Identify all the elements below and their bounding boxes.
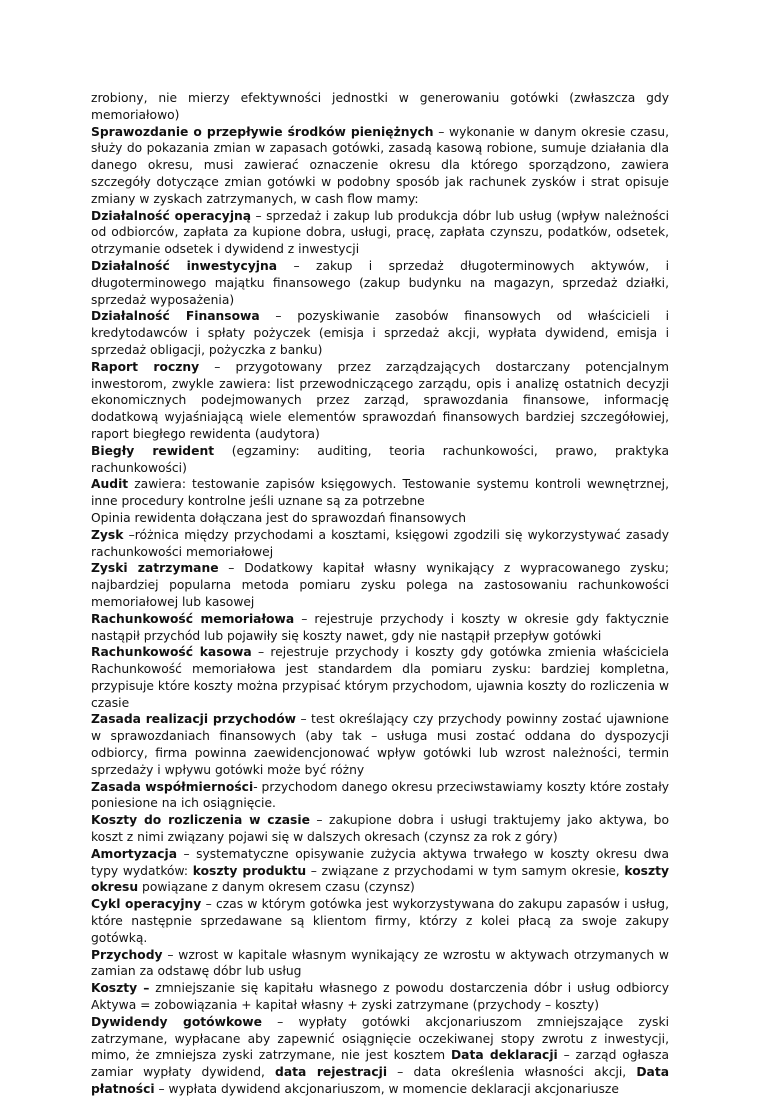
text-run: – przygotowany przez zarządzających dostarczany potencjalnym inwestorom, zwykle zawiera: list przewodniczącego zarządu, opis i analizę ostatnich decyzji ekonomicznych podejmowanych przez zarząd, sprawozdania finansowe, informację dodatkową wyjaśniającą wiele elementów sprawozdań finansowych bardziej szczegółowiej, raport biegłego rewidenta (audytora) — [91, 359, 669, 441]
text-run: – test określający czy przychody powinny zostać ujawnione w sprawozdaniach finansowych (aby tak – usługa musi zostać oddana do dyspozycji odbiorcy, firma powinna zaewidencjonować wpływ gotówki lub wzrost należności, termin sprzedaży i wpływu gotówki może być różny — [91, 712, 669, 777]
text-run: –różnica między przychodami a kosztami, księgowi zgodzili się wykorzystywać zasady rachunkowości memoriałowej — [91, 527, 669, 559]
paragraph-continuation — [91, 90, 669, 124]
paragraph-revenues — [91, 947, 669, 981]
text-run: – Dodatkowy kapitał własny wynikający z wypracowanego zysku; najbardziej popularna metoda pomiaru zysku polega na zastosowaniu rachunkowości memoriałowej lub kasowej — [91, 561, 669, 609]
text-run: – wykonanie w danym okresie czasu, służy do pokazania zmian w zapasach gotówki, zasadą kasową robione, sumuje działania dla danego okresu, musi zawierać oznaczenie okresu dla którego sporządzono, zawiera szczegóły dotyczące zmian gotówki w podobny sposób jak rachunek zysków i strat opisuje zmiany w zyskach zatrzymanych, w cash flow mamy: — [91, 124, 669, 206]
text-run: (egzaminy: auditing, teoria rachunkowości, prawo, praktyka rachunkowości) — [91, 443, 669, 475]
paragraph-auditor — [91, 443, 669, 477]
paragraph-profit — [91, 527, 669, 561]
paragraph-expenses — [91, 980, 669, 1014]
paragraph-operating-cycle — [91, 896, 669, 946]
paragraph-financing-activity — [91, 308, 669, 358]
text-run: – wzrost w kapitale własnym wynikający ze wzrostu w aktywach otrzymanych w zamian za odstawę dóbr lub usług — [91, 947, 669, 979]
term-heading: Cykl operacyjny — [91, 897, 202, 912]
term-heading: Działalność Finansowa — [91, 309, 260, 324]
text-run: – data określenia własności akcji, — [387, 1065, 637, 1080]
term-heading: Zyski zatrzymane — [91, 561, 219, 576]
term-heading: Zasada realizacji przychodów — [91, 712, 297, 727]
text-run: powiązane z danym okresem czasu (czynsz) — [138, 880, 415, 895]
text-run: – rejestruje przychody i koszty gdy gotówka zmienia właściciela Rachunkowość memoriałowa jest standardem dla pomiaru zysku: bardziej kompletna, przypisuje które koszty można przypisać którym przychodom, ujawnia koszty do rozliczenia w czasie — [91, 645, 669, 710]
paragraph-auditor-opinion — [91, 510, 669, 527]
term-heading: Biegły rewident — [91, 443, 215, 458]
text-run: – zarząd ogłasza zamiar wypłaty dywidend, — [91, 1048, 669, 1080]
text-run: – czas w którym gotówka jest wykorzystywana do zakupu zapasów i usług, które następnie sprzedawane są klientom firmy, którzy z kolei płacą za swoje zakupy gotówką. — [91, 897, 669, 945]
paragraph-deferred-costs — [91, 812, 669, 846]
text-run: – rejestruje przychody i koszty w okresie gdy faktycznie nastąpił przychód lub pojawiły się koszty nawet, gdy nie nastąpił przepływ gotówki — [91, 611, 669, 643]
paragraph-cash-accounting — [91, 644, 669, 711]
term-heading: Zysk — [91, 527, 124, 542]
text-run: – sprzedaż i zakup lub produkcja dóbr lub usług (wpływ należności od odbiorców, zapłata za kupione dobra, usługi, pracę, zapłata czynszu, podatków, odsetek, otrzymanie odsetek i dywidend z inwestycji — [91, 208, 669, 257]
term-heading: Koszty do rozliczenia w czasie — [91, 813, 310, 828]
text-run: – zakupione dobra i usługi traktujemy jako aktywa, bo koszt z nimi związany pojawi się w dalszych okresach (czynsz za rok z góry) — [91, 813, 669, 845]
term-heading: Data płatności — [91, 1065, 669, 1097]
paragraph-retained-earnings — [91, 560, 669, 610]
text-run: – pozyskiwanie zasobów finansowych od właścicieli i kredytodawców i spłaty pożyczek (emisja i sprzedaż akcji, wypłata dywidend, emisja i sprzedaż obligacji, pożyczka z banku) — [91, 309, 669, 357]
term-heading: Dywidendy gotówkowe — [91, 1014, 262, 1029]
paragraph-investing-activity — [91, 258, 669, 308]
paragraph-cash-flow-statement — [91, 124, 669, 208]
paragraph-audit — [91, 476, 669, 510]
text-run: – systematyczne opisywanie zużycia aktywa trwałego w koszty okresu dwa typy wydatków: — [91, 846, 669, 878]
paragraph-matching-principle — [91, 779, 669, 813]
term-heading: Rachunkowość memoriałowa — [91, 611, 295, 626]
text-run: – związane z przychodami w tym samym okresie, — [306, 863, 625, 878]
paragraph-operating-activity — [91, 208, 669, 258]
term-heading: Sprawozdanie o przepływie środków pieniężnych — [91, 124, 434, 139]
term-heading: Rachunkowość kasowa — [91, 645, 252, 660]
paragraph-accrual-accounting — [91, 611, 669, 645]
term-heading: Zasada współmierności — [91, 779, 254, 794]
term-heading: data rejestracji — [275, 1065, 388, 1080]
term-heading: Amortyzacja — [91, 846, 177, 861]
term-heading: koszty okresu — [91, 863, 670, 895]
paragraph-cash-dividends — [91, 1014, 669, 1098]
term-heading: Koszty – — [91, 981, 150, 996]
text-run: – wypłaty gotówki akcjonariuszom zmniejszające zyski zatrzymane, wypłacane aby zapewnić osiągnięcie oczekiwanej stopy zwrotu z inwestycji, mimo, że zmniejsza zyski zatrzymane, nie jest kosztem — [91, 1014, 669, 1063]
text-run: – zakup i sprzedaż długoterminowych aktywów, i długoterminowego majątku finansowego (zakup budynku na magazyn, sprzedaż działki, sprzedaż wyposażenia) — [91, 258, 669, 307]
paragraph-annual-report — [91, 359, 669, 443]
paragraph-revenue-recognition — [91, 711, 669, 778]
text-run: zawiera: testowanie zapisów księgowych. Testowanie systemu kontroli wewnętrznej, inne procedury kontrolne jeśli uznane są za potrzebne — [91, 477, 669, 509]
text-run: - przychodom danego okresu przeciwstawiamy koszty które zostały poniesione na ich osiągnięcie. — [91, 779, 669, 811]
text-run: Opinia rewidenta dołączana jest do sprawozdań finansowych — [91, 510, 467, 525]
term-heading: Data deklaracji — [450, 1048, 558, 1063]
text-run: – wypłata dywidend akcjonariuszom, w momencie deklaracji akcjonariusze — [154, 1082, 619, 1097]
term-heading: Działalność inwestycyjna — [91, 258, 278, 273]
term-heading: Raport roczny — [91, 359, 200, 374]
term-heading: Przychody — [91, 947, 163, 962]
term-heading: Audit — [91, 477, 129, 492]
text-run: zmniejszanie się kapitału własnego z powodu dostarczenia dóbr i usług odbiorcy Aktywa = zobowiązania + kapitał własny + zyski zatrzymane (przychody – koszty) — [91, 981, 670, 1013]
text-run: zrobiony, nie mierzy efektywności jednostki w generowaniu gotówki (zwłaszcza gdy memoriałowo) — [91, 91, 669, 122]
paragraph-depreciation — [91, 846, 669, 896]
document-page — [91, 90, 669, 1098]
term-heading: Działalność operacyjną — [91, 208, 252, 223]
term-heading: koszty produktu — [192, 863, 307, 878]
